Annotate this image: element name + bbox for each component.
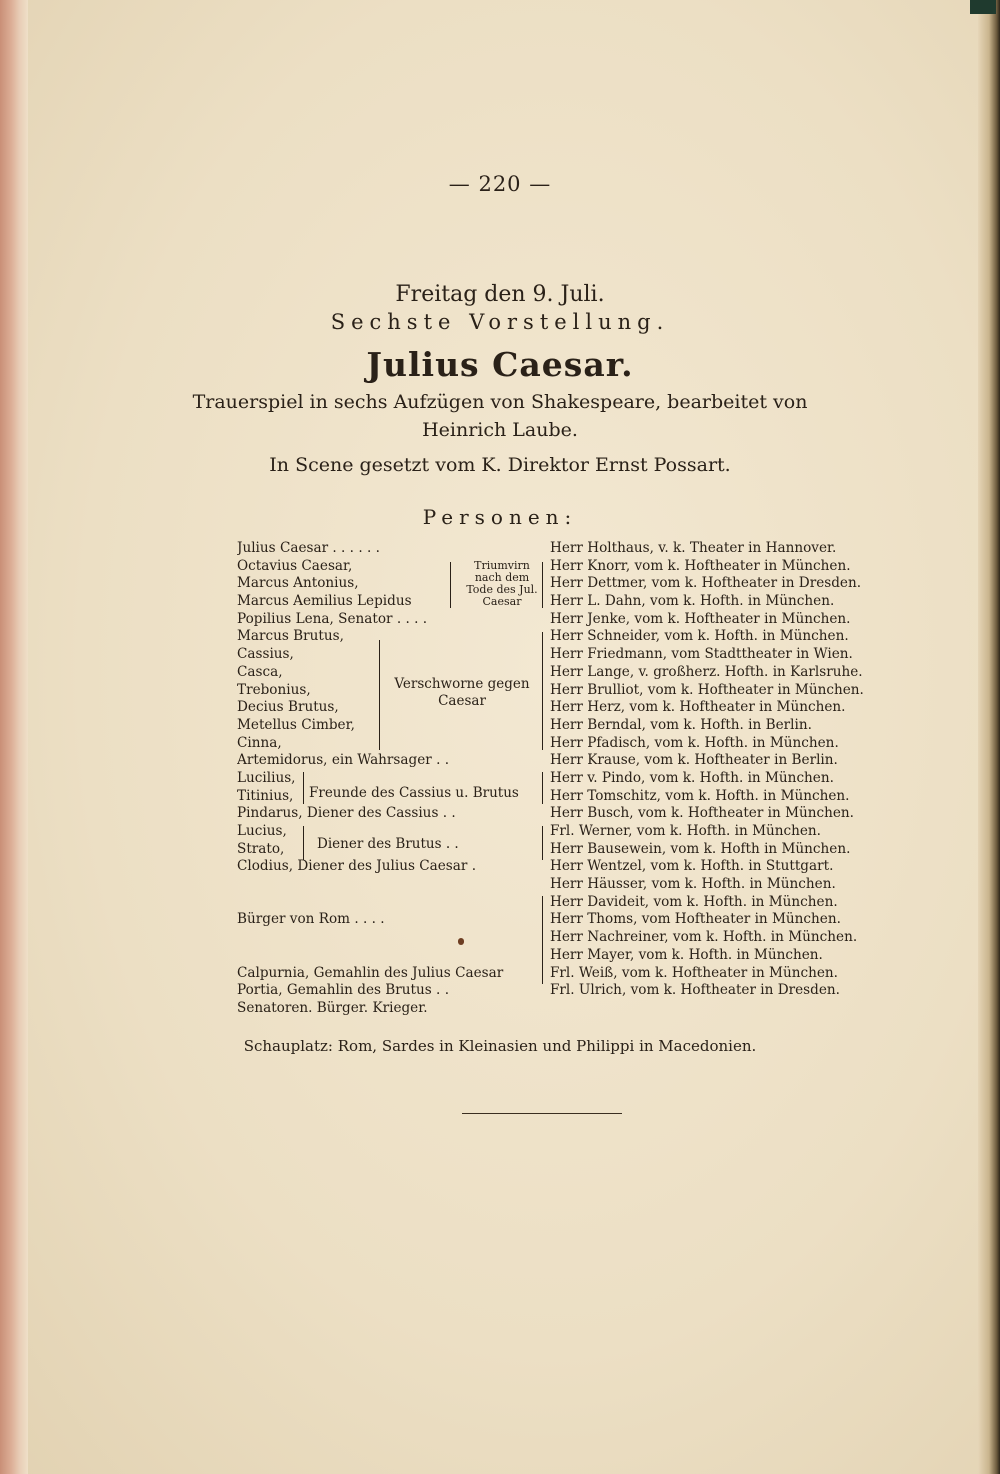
ink-spot <box>458 938 464 945</box>
role-name <box>237 894 542 912</box>
actor-name: Herr Häusser, vom k. Hofth. in München. <box>550 876 836 893</box>
group-label-triumvirn: Triumvirn nach dem Tode des Jul. Caesar <box>466 559 538 608</box>
role-name: Marcus Antonius, <box>237 575 359 592</box>
actor-name: Herr Holthaus, v. k. Theater in Hannover. <box>550 540 837 556</box>
group-label-diener: Diener des Brutus . . <box>317 836 459 852</box>
actor-name: Herr v. Pindo, vom k. Hofth. in München. <box>550 769 834 786</box>
brace <box>542 896 543 984</box>
role-name: Metellus Cimber, <box>237 716 355 733</box>
cast-row <box>237 965 879 983</box>
role-name: Julius Caesar . . . . . . <box>237 540 380 556</box>
cast-row <box>237 664 879 682</box>
actor-name: Herr Friedmann, vom Stadttheater in Wien. <box>550 646 853 663</box>
role-name: Titinius, <box>237 787 294 804</box>
actor-name: Herr Brulliot, vom k. Hoftheater in München. <box>550 681 864 698</box>
role-name <box>237 947 542 965</box>
role-name: Marcus Brutus, <box>237 628 344 645</box>
schauplatz-line: Schauplatz: Rom, Sardes in Kleinasien und Philippi in Macedonien. <box>243 1037 757 1055</box>
actor-name: Herr Mayer, vom k. Hofth. in München. <box>550 946 823 963</box>
role-name: Cinna, <box>237 734 282 751</box>
actor-name: Herr Lange, v. großherz. Hofth. in Karlsruhe. <box>550 663 863 680</box>
actor-name: Herr Wentzel, vom k. Hofth. in Stuttgart. <box>550 858 834 875</box>
date-line: Freitag den 9. Juli. <box>395 282 605 307</box>
cast-row <box>237 876 879 894</box>
role-name: Lucius, <box>237 823 287 839</box>
personen-heading: Personen: <box>422 505 578 529</box>
actor-name: Herr Krause, vom k. Hoftheater in Berlin. <box>550 752 838 769</box>
corner-marker <box>970 0 996 14</box>
cast-row <box>237 682 879 700</box>
performance-line: Sechste Vorstellung. <box>330 310 670 334</box>
cast-row <box>237 911 879 929</box>
role-name: Bürger von Rom . . . . <box>237 911 385 928</box>
subtitle-line-1: Trauerspiel in sechs Aufzügen von Shakespeare, bearbeitet von <box>192 391 808 413</box>
role-name: Decius Brutus, <box>237 699 339 716</box>
role-name: Portia, Gemahlin des Brutus . . <box>237 982 450 999</box>
actor-name: Herr Schneider, vom k. Hofth. in München. <box>550 628 849 645</box>
role-name: Calpurnia, Gemahlin des Julius Caesar <box>237 964 504 981</box>
book-spine <box>0 0 28 1474</box>
role-name: Trebonius, <box>237 681 311 698</box>
actor-name: Herr Busch, vom k. Hoftheater in München. <box>550 805 855 822</box>
actor-name: Herr Bausewein, vom k. Hofth in München. <box>550 840 851 857</box>
role-name: Clodius, Diener des Julius Caesar . <box>237 858 477 875</box>
actor-name: Herr Knorr, vom k. Hoftheater in München. <box>550 557 851 574</box>
cast-row <box>237 735 879 753</box>
page-edge <box>978 0 1000 1474</box>
role-name: Cassius, <box>237 646 294 663</box>
cast-row <box>237 1000 879 1018</box>
staging-credit: In Scene gesetzt vom K. Direktor Ernst Possart. <box>269 454 731 476</box>
cast-row <box>237 805 879 823</box>
role-name: Artemidorus, ein Wahrsager . . <box>237 752 450 769</box>
cast-row <box>237 628 879 646</box>
role-name: Casca, <box>237 663 283 680</box>
cast-row <box>237 593 879 611</box>
cast-row <box>237 894 879 912</box>
actor-name: Frl. Werner, vom k. Hofth. in München. <box>550 823 821 839</box>
actor-name: Frl. Ulrich, vom k. Hoftheater in Dresden. <box>550 982 840 999</box>
subtitle-line-2: Heinrich Laube. <box>422 419 578 441</box>
group-label-freunde: Freunde des Cassius u. Brutus <box>309 785 519 801</box>
cast-row <box>237 858 879 876</box>
cast-row <box>237 540 879 558</box>
role-name: Marcus Aemilius Lepidus <box>237 593 412 610</box>
role-name <box>237 929 542 947</box>
cast-row <box>237 611 879 629</box>
actor-name: Frl. Weiß, vom k. Hoftheater in München. <box>550 964 838 981</box>
cast-row <box>237 575 879 593</box>
actor-name: Herr Pfadisch, vom k. Hofth. in München. <box>550 734 839 751</box>
brace <box>542 826 543 860</box>
cast-row <box>237 699 879 717</box>
page-number: — 220 — <box>448 172 552 196</box>
actor-name: Herr Dettmer, vom k. Hoftheater in Dresden. <box>550 575 862 592</box>
cast-row <box>237 646 879 664</box>
cast-row <box>237 752 879 770</box>
actor-name: Herr Tomschitz, vom k. Hofth. in München. <box>550 787 850 804</box>
cast-row <box>237 982 879 1000</box>
brace <box>542 772 543 804</box>
brace <box>542 562 543 608</box>
group-label-verschworne: Verschworne gegen Caesar <box>394 676 530 709</box>
cast-row <box>237 929 879 947</box>
actor-name: Herr Jenke, vom k. Hoftheater in München. <box>550 610 851 627</box>
brace <box>303 772 304 804</box>
actor-name: Herr Herz, vom k. Hoftheater in München. <box>550 699 846 716</box>
role-name: Senatoren. Bürger. Krieger. <box>237 999 428 1016</box>
actor-name: Herr Thoms, vom Hoftheater in München. <box>550 911 841 928</box>
actor-name <box>542 1000 879 1018</box>
actor-name: Herr Davideit, vom k. Hofth. in München. <box>550 893 838 910</box>
play-title: Julius Caesar. <box>366 345 634 384</box>
actor-name: Herr Berndal, vom k. Hofth. in Berlin. <box>550 716 812 733</box>
cast-row <box>237 717 879 735</box>
role-name: Lucilius, <box>237 769 296 786</box>
cast-list <box>237 540 879 1018</box>
role-name <box>237 876 542 894</box>
role-name: Pindarus, Diener des Cassius . . <box>237 805 456 822</box>
role-name: Octavius Caesar, <box>237 557 353 574</box>
brace <box>379 640 380 750</box>
cast-row <box>237 947 879 965</box>
role-name: Popilius Lena, Senator . . . . <box>237 610 428 627</box>
brace <box>303 826 304 860</box>
brace <box>542 632 543 750</box>
cast-row <box>237 558 879 576</box>
brace <box>450 562 451 608</box>
actor-name: Herr L. Dahn, vom k. Hofth. in München. <box>550 593 835 610</box>
closing-rule <box>462 1113 622 1114</box>
role-name: Strato, <box>237 840 285 857</box>
actor-name: Herr Nachreiner, vom k. Hofth. in München. <box>550 929 858 946</box>
